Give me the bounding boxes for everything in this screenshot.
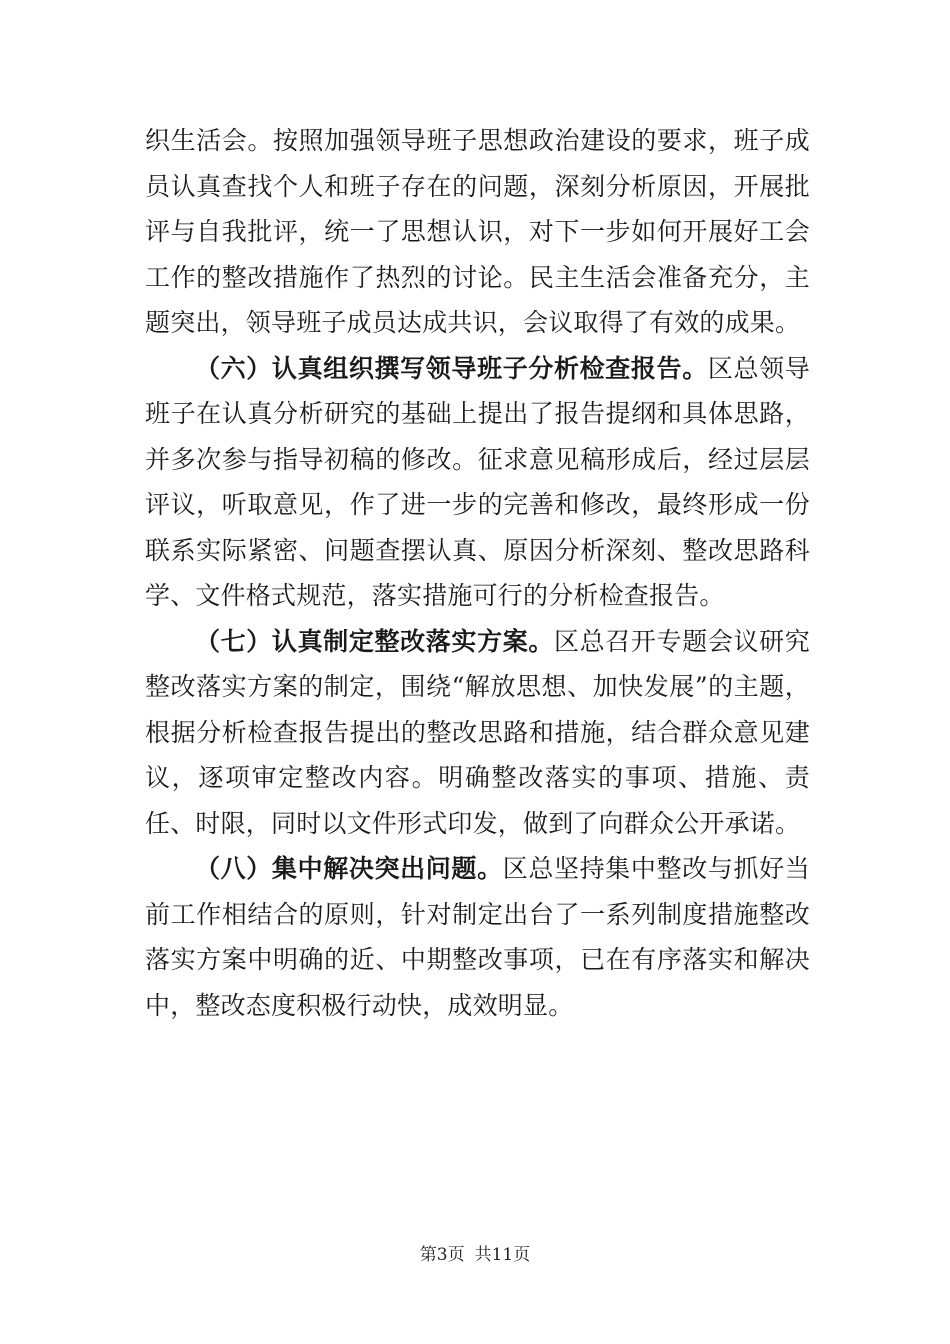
paragraph-continuation: [145, 118, 810, 346]
paragraph-text: 区总领导班子在认真分析研究的基础上提出了报告提纲和具体思路，并多次参与指导初稿的修改。征求意见稿形成后，经过层层评议，听取意见，作了进一步的完善和修改，最终形成一份联系实际紧密、问题查摆认真、原因分析深刻、整改思路科学、文件格式规范，落实措施可行的分析检查报告。: [145, 353, 810, 610]
paragraph-section-7: [145, 619, 810, 847]
paragraph-section-8: [145, 846, 810, 1028]
section-heading: （七）认真制定整改落实方案。: [195, 626, 554, 656]
page-total: 共11页: [474, 1245, 531, 1265]
page-footer: [0, 1240, 950, 1265]
section-heading: （八）集中解决突出问题。: [195, 854, 503, 883]
page-number: 第3页: [419, 1245, 465, 1265]
paragraph-text: 区总坚持集中整改与抓好当前工作相结合的原则，针对制定出台了一系列制度措施整改落实方案中明确的近、中期整改事项，已在有序落实和解决中，整改态度积极行动快，成效明显。: [145, 854, 810, 1020]
paragraph-text: 织生活会。按照加强领导班子思想政治建设的要求，班子成员认真查找个人和班子存在的问题，深刻分析原因，开展批评与自我批评，统一了思想认识，对下一步如何开展好工会工作的整改措施作了热烈的讨论。民主生活会准备充分，主题突出，领导班子成员达成共识，会议取得了有效的成果。: [145, 126, 810, 337]
document-body: [145, 118, 810, 1028]
paragraph-section-6: [145, 346, 810, 619]
paragraph-text: 区总召开专题会议研究整改落实方案的制定，围绕“解放思想、加快发展”的主题，根据分析检查报告提出的整改思路和措施，结合群众意见建议，逐项审定整改内容。明确整改落实的事项、措施、责任、时限，同时以文件形式印发，做到了向群众公开承诺。: [145, 626, 810, 838]
section-heading: （六）认真组织撰写领导班子分析检查报告。: [195, 353, 708, 383]
